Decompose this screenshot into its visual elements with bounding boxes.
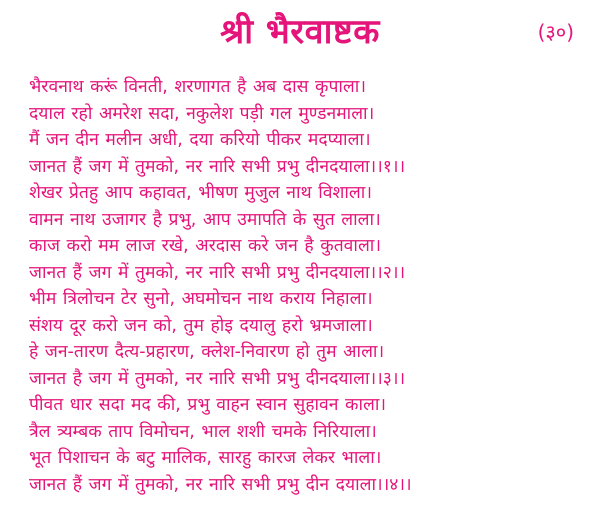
verse-line: भैरवनाथ करूं विनती, शरणागत है अब दास कृपाला। (29, 77, 366, 97)
verse-line: भीम त्रिलोचन टेर सुनो, अघमोचन नाथ कराय निहाला। (29, 289, 373, 309)
verse-line-refrain: जानत हैं जग में तुमको, नर नारि सभी प्रभु दीनदयाला।।२।। (29, 262, 406, 283)
verse-line: भूत पिशाचन के बटु मालिक, सारहु कारज लेकर भाला। (29, 448, 382, 468)
verse-line: संशय दूर करो जन को, तुम होइ दयालु हरो भ्रमजाला। (29, 315, 373, 336)
verse-line: पीवत धार सदा मद की, प्रभु वाहन स्वान सुहावन काला। (29, 395, 387, 415)
verse-line: मैं जन दीन मलीन अधी, दया करियो पीकर मदप्याला। (29, 130, 371, 150)
verse-line-refrain: जानत हैं जग में तुमको, नर नारि सभी प्रभु दीन दयाला।।४।। (29, 474, 412, 495)
verse-block (29, 74, 589, 498)
verse-line-refrain: जानत हैं जग में तुमको, नर नारि सभी प्रभु दीनदयाला।।१।। (29, 156, 406, 177)
verse-line: शेखर प्रेतहु आप कहावत, भीषण मुजुल नाथ विशाला। (29, 183, 372, 203)
page-number: (३०) (537, 20, 574, 44)
verse-line: हे जन-तारण दैत्य-प्रहारण, क्लेश-निवारण हो तुम आला। (29, 342, 385, 362)
verse-line: दयाल रहो अमरेश सदा, नकुलेश पड़ी गल मुण्डनमाला। (29, 103, 375, 124)
verse-line-refrain: जानत है जग में तुमको, नर नारि सभी प्रभु दीनदयाला।।३।। (29, 368, 406, 389)
verse-line: त्रैल त्र्यम्बक ताप विमोचन, भाल शशी चमके निरियाला। (29, 421, 377, 442)
verse-line: काज करो मम लाज रखे, अरदास करे जन है कुतवाला। (29, 236, 381, 256)
page-title: श्री भैरवाष्टक (220, 12, 380, 52)
verse-line: वामन नाथ उजागर है प्रभु, आप उमापति के सुत लाला। (29, 209, 381, 230)
